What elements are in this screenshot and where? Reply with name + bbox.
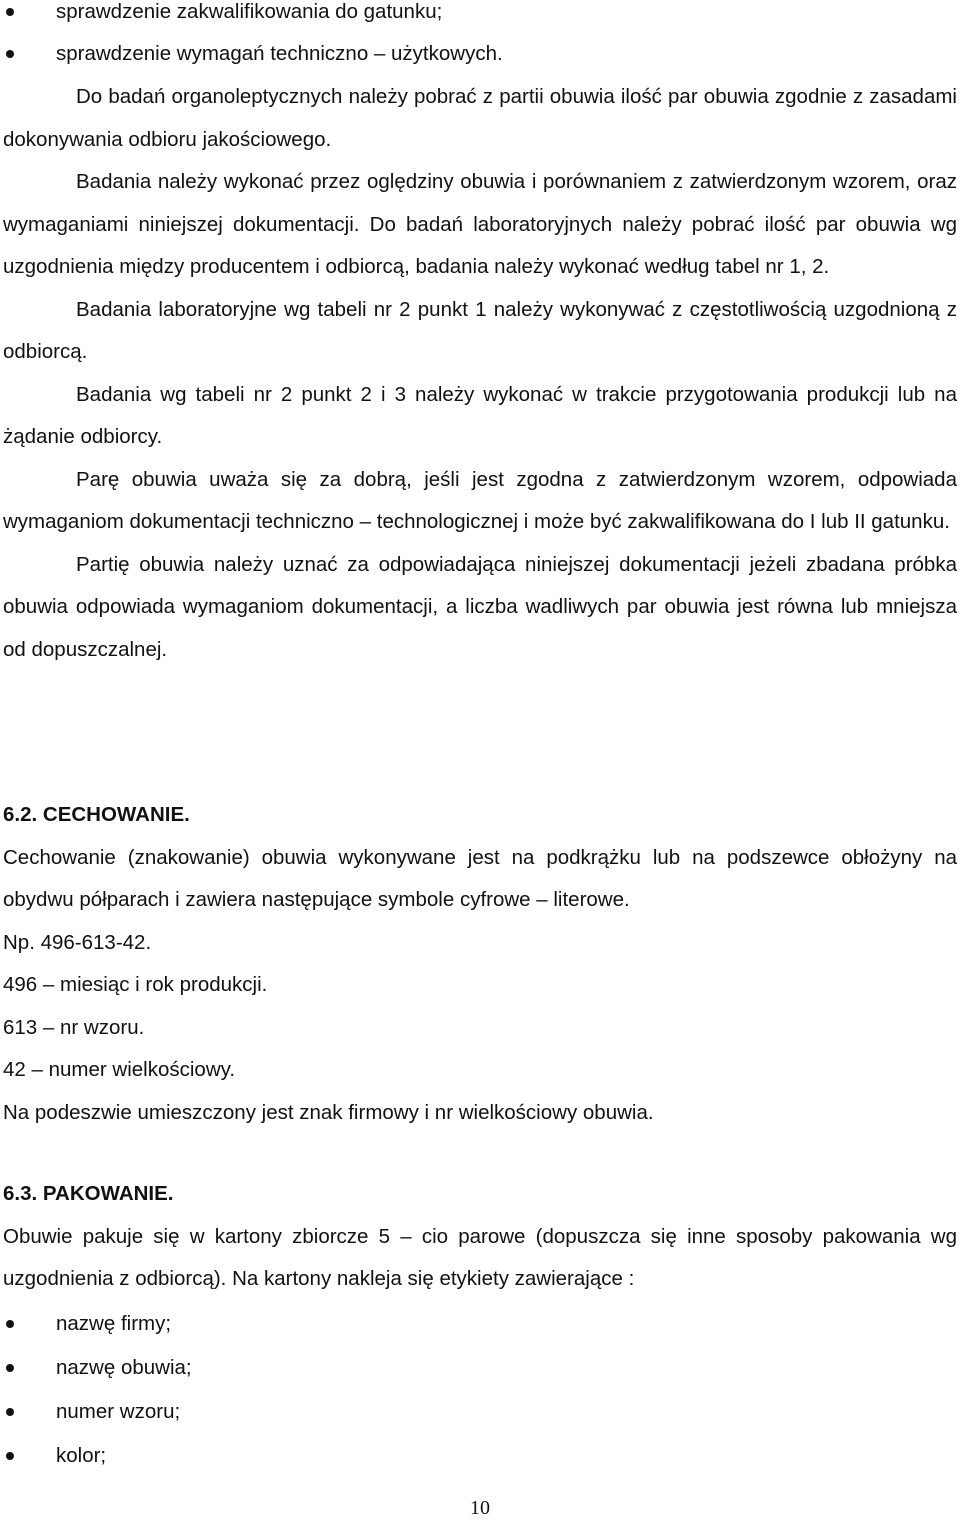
- list-item: [0, 1312, 192, 1356]
- paragraph: Badania laboratoryjne wg tabeli nr 2 punkt 1 należy wykonywać z częstotliwością uzgodnioną z odbiorcą.: [3, 297, 957, 363]
- paragraph: Partię obuwia należy uznać za odpowiadająca niniejszej dokumentacji jeżeli zbadana próbka obuwia odpowiada wymaganiom dokumentacji, a liczba wadliwych par obuwia jest równa lub mniejsza od dopuszczalnej.: [3, 552, 957, 661]
- bullet-icon: [6, 50, 14, 58]
- list-item: [0, 1356, 192, 1400]
- list-item: [0, 1400, 192, 1444]
- bullet-icon: [6, 1452, 14, 1460]
- section-marking: [3, 794, 957, 1134]
- list-item-text: sprawdzenie wymagań techniczno – użytkowych.: [56, 42, 503, 65]
- list-item-text: nazwę firmy;: [56, 1312, 172, 1335]
- paragraph: Badania należy wykonać przez oględziny obuwia i porównaniem z zatwierdzonym wzorem, oraz wymaganiami niniejszej dokumentacji. Do badań laboratoryjnych należy pobrać ilość par obuwia wg uzgodnienia między producentem i odbiorcą, badania należy wykonać według tabel nr 1, 2.: [3, 170, 957, 278]
- list-item-text: nazwę obuwia;: [56, 1356, 192, 1379]
- text-line: 613 – nr wzoru.: [3, 1015, 145, 1039]
- section-heading: 6.2. CECHOWANIE.: [3, 803, 190, 826]
- text-line: Na podeszwie umieszczony jest znak firmowy i nr wielkościowy obuwia.: [3, 1100, 654, 1124]
- list-item: [0, 0, 503, 42]
- bottom-bullet-list: [0, 1312, 192, 1488]
- list-item-text: numer wzoru;: [56, 1400, 181, 1423]
- section-packing: [3, 1173, 957, 1301]
- paragraph: Cechowanie (znakowanie) obuwia wykonywane jest na podkrążku lub na podszewce obłożyny na obydwu półparach i zawiera następujące symbole cyfrowe – literowe.: [3, 845, 957, 911]
- bullet-icon: [6, 8, 14, 16]
- list-item-text: sprawdzenie zakwalifikowania do gatunku;: [56, 0, 443, 23]
- top-bullet-list: [0, 0, 503, 84]
- text-line: 496 – miesiąc i rok produkcji.: [3, 973, 268, 996]
- text-line: 42 – numer wielkościowy.: [3, 1058, 236, 1081]
- list-item: [0, 1444, 192, 1488]
- paragraph: Parę obuwia uważa się za dobrą, jeśli jest zgodna z zatwierdzonym wzorem, odpowiada wymaganiom dokumentacji techniczno – technologicznej i może być zakwalifikowana do I lub II gatunku.: [3, 467, 957, 533]
- bullet-icon: [6, 1364, 14, 1372]
- list-item-text: kolor;: [56, 1444, 107, 1467]
- body-text: [3, 76, 957, 671]
- paragraph: Badania wg tabeli nr 2 punkt 2 i 3 należy wykonać w trakcie przygotowania produkcji lub na żądanie odbiorcy.: [3, 382, 957, 448]
- bullet-icon: [6, 1408, 14, 1416]
- page-number: 10: [470, 1497, 490, 1519]
- bullet-icon: [6, 1320, 14, 1328]
- text-line: Np. 496-613-42.: [3, 930, 152, 954]
- section-heading: 6.3. PAKOWANIE.: [3, 1182, 174, 1205]
- paragraph: Do badań organoleptycznych należy pobrać z partii obuwia ilość par obuwia zgodnie z zasadami dokonywania odbioru jakościowego.: [3, 85, 957, 151]
- paragraph: Obuwie pakuje się w kartony zbiorcze 5 – cio parowe (dopuszcza się inne sposoby pakowania wg uzgodnienia z odbiorcą). Na kartony nakleja się etykiety zawierające :: [3, 1224, 957, 1290]
